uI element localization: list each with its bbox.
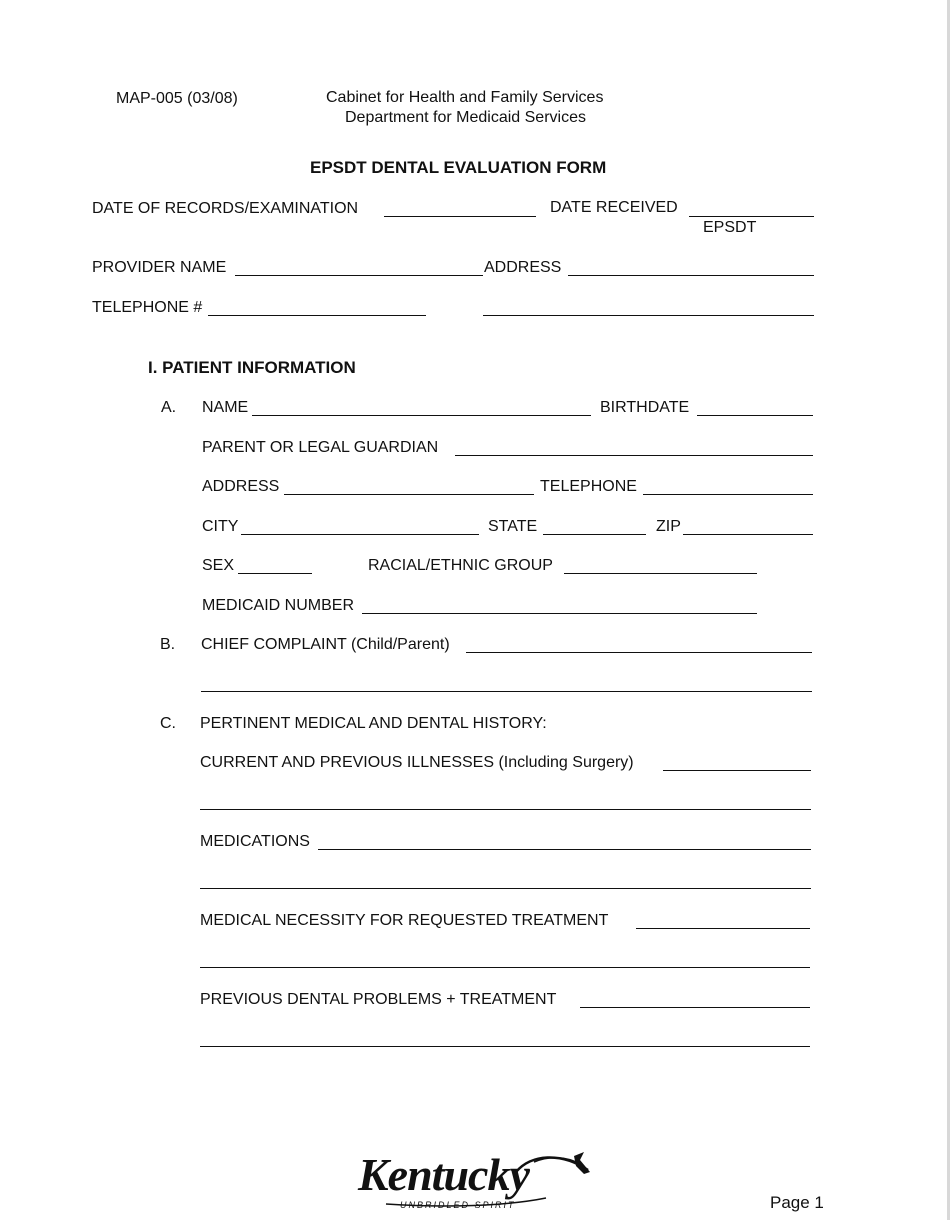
medications-label: MEDICATIONS — [200, 833, 310, 850]
patient-address-field[interactable] — [284, 494, 534, 495]
provider-address-field-2[interactable] — [483, 315, 814, 316]
agency-line-1: Cabinet for Health and Family Services — [326, 89, 604, 106]
necessity-field[interactable] — [636, 928, 810, 929]
dental-problems-field[interactable] — [580, 1007, 810, 1008]
item-c-marker: C. — [160, 715, 176, 732]
chief-complaint-field-2[interactable] — [201, 691, 812, 692]
telephone-field[interactable] — [208, 315, 426, 316]
racial-label: RACIAL/ETHNIC GROUP — [368, 557, 553, 574]
racial-field[interactable] — [564, 573, 757, 574]
state-field[interactable] — [543, 534, 646, 535]
medications-field[interactable] — [318, 849, 811, 850]
patient-name-label: NAME — [202, 399, 249, 416]
date-received-field[interactable] — [689, 216, 814, 217]
provider-name-field[interactable] — [235, 275, 483, 276]
page-title: EPSDT DENTAL EVALUATION FORM — [310, 158, 607, 177]
guardian-field[interactable] — [455, 455, 813, 456]
date-of-records-field[interactable] — [384, 216, 536, 217]
kentucky-logo — [356, 1148, 596, 1212]
birthdate-field[interactable] — [697, 415, 813, 416]
history-heading: PERTINENT MEDICAL AND DENTAL HISTORY: — [200, 715, 547, 732]
sex-label: SEX — [202, 557, 235, 574]
illnesses-field-2[interactable] — [200, 809, 811, 810]
telephone-label: TELEPHONE # — [92, 299, 203, 316]
city-label: CITY — [202, 518, 239, 535]
chief-complaint-field[interactable] — [466, 652, 812, 653]
state-label: STATE — [488, 518, 538, 535]
patient-telephone-field[interactable] — [643, 494, 813, 495]
logo-wordmark: Kentucky — [358, 1149, 529, 1200]
provider-address-label: ADDRESS — [484, 259, 562, 276]
dental-problems-field-2[interactable] — [200, 1046, 810, 1047]
dental-problems-label: PREVIOUS DENTAL PROBLEMS + TREATMENT — [200, 991, 557, 1008]
item-a-marker: A. — [161, 399, 177, 416]
illnesses-field[interactable] — [663, 770, 811, 771]
patient-telephone-label: TELEPHONE — [540, 478, 637, 495]
city-field[interactable] — [241, 534, 479, 535]
provider-address-field[interactable] — [568, 275, 814, 276]
necessity-field-2[interactable] — [200, 967, 810, 968]
provider-name-label: PROVIDER NAME — [92, 259, 227, 276]
section-heading-patient-info: I. PATIENT INFORMATION — [148, 358, 356, 377]
logo-tagline: UNBRIDLED SPIRIT — [400, 1200, 516, 1210]
medicaid-label: MEDICAID NUMBER — [202, 597, 355, 614]
date-of-records-label: DATE OF RECORDS/EXAMINATION — [92, 200, 359, 217]
date-received-label: DATE RECEIVED — [550, 199, 678, 216]
agency-line-2: Department for Medicaid Services — [345, 109, 586, 126]
necessity-label: MEDICAL NECESSITY FOR REQUESTED TREATMENT — [200, 912, 609, 929]
page-number: Page 1 — [770, 1193, 824, 1212]
patient-address-label: ADDRESS — [202, 478, 280, 495]
medications-field-2[interactable] — [200, 888, 811, 889]
birthdate-label: BIRTHDATE — [600, 399, 690, 416]
illnesses-label: CURRENT AND PREVIOUS ILLNESSES (Including Surgery) — [200, 754, 634, 771]
medicaid-field[interactable] — [362, 613, 757, 614]
chief-complaint-label: CHIEF COMPLAINT (Child/Parent) — [201, 636, 450, 653]
patient-name-field[interactable] — [252, 415, 591, 416]
zip-field[interactable] — [683, 534, 813, 535]
form-code: MAP-005 (03/08) — [116, 90, 238, 107]
sex-field[interactable] — [238, 573, 312, 574]
item-b-marker: B. — [160, 636, 176, 653]
epsdt-note: EPSDT — [703, 219, 757, 236]
zip-label: ZIP — [656, 518, 681, 535]
guardian-label: PARENT OR LEGAL GUARDIAN — [202, 439, 439, 456]
